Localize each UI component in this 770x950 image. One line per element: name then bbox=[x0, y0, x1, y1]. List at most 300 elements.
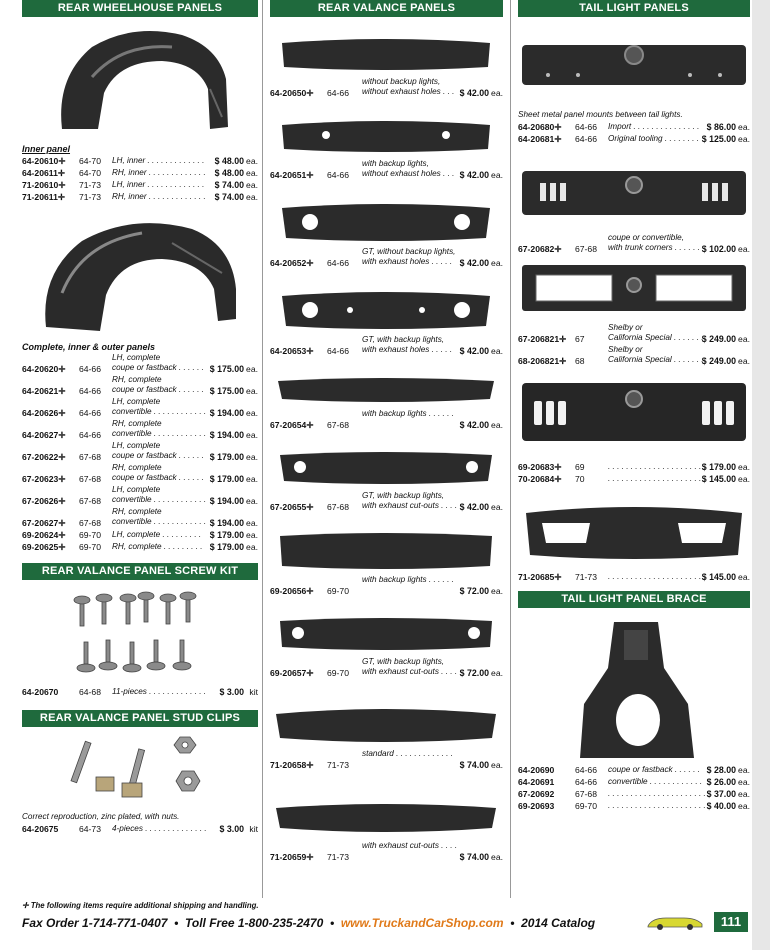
shipping-footnote: ✛ The following items require additional shipping and handling. bbox=[22, 901, 259, 910]
price: $ 125.00 bbox=[701, 134, 736, 144]
unit: ea. bbox=[491, 420, 503, 430]
valance-panel-image bbox=[270, 181, 503, 247]
description-line-1: LH, complete bbox=[112, 441, 161, 450]
model-years: 64-66 bbox=[327, 170, 349, 180]
table-row bbox=[22, 397, 258, 419]
model-years: 64-66 bbox=[327, 88, 349, 98]
price: $ 42.00 bbox=[459, 346, 489, 356]
unit: ea. bbox=[738, 244, 750, 254]
description-line-2: with trunk corners . . . . . . bbox=[608, 243, 700, 252]
description-line-1: Shelby or bbox=[608, 345, 643, 354]
description-line-2: with exhaust cut-outs . . . . bbox=[362, 501, 458, 510]
part-number: 64-20675 bbox=[22, 824, 59, 834]
description bbox=[112, 485, 206, 505]
model-years: 67-68 bbox=[575, 244, 597, 254]
table-row bbox=[518, 473, 750, 485]
table-row bbox=[22, 541, 258, 553]
unit: ea. bbox=[491, 586, 503, 596]
part-number: 67-20622✛ bbox=[22, 452, 66, 462]
description bbox=[362, 77, 454, 97]
model-years: 64-66 bbox=[79, 430, 101, 440]
model-years: 68 bbox=[575, 356, 585, 366]
unit: ea. bbox=[246, 474, 258, 484]
description bbox=[362, 657, 457, 677]
model-years: 67 bbox=[575, 334, 585, 344]
unit: ea. bbox=[738, 134, 750, 144]
description: RH, inner . . . . . . . . . . . . . bbox=[112, 168, 206, 177]
complete-panel-label: Complete, inner & outer panels bbox=[22, 342, 156, 352]
unit: ea. bbox=[491, 346, 503, 356]
table-row bbox=[270, 575, 503, 597]
part-number: 69-20656✛ bbox=[270, 586, 314, 596]
model-years: 67-68 bbox=[79, 474, 101, 484]
unit: ea. bbox=[246, 542, 258, 552]
table-row bbox=[518, 133, 750, 145]
part-number: 69-20693 bbox=[518, 801, 555, 811]
description-line-1: GT, without backup lights, bbox=[362, 247, 456, 256]
price: $ 42.00 bbox=[459, 258, 489, 268]
part-number: 67-20682✛ bbox=[518, 244, 562, 254]
description-line-1: LH, complete bbox=[112, 397, 161, 406]
fax-order: Fax Order 1-714-771-0407 bbox=[22, 916, 168, 930]
price: $ 74.00 bbox=[214, 180, 244, 190]
column-divider bbox=[510, 0, 511, 898]
valance-panel-image bbox=[270, 597, 503, 657]
description bbox=[112, 353, 204, 373]
description-line-2: standard . . . . . . . . . . . . . bbox=[362, 749, 454, 758]
unit: ea. bbox=[246, 408, 258, 418]
unit: ea. bbox=[491, 170, 503, 180]
unit: ea. bbox=[738, 122, 750, 132]
model-years: 64-66 bbox=[575, 122, 597, 132]
part-number: 67-20626✛ bbox=[22, 496, 66, 506]
part-number: 64-20626✛ bbox=[22, 408, 66, 418]
table-row bbox=[22, 463, 258, 485]
description-line-2: without exhaust holes . . . bbox=[362, 87, 455, 96]
part-number: 64-20611✛ bbox=[22, 168, 66, 178]
part-number: 64-20610✛ bbox=[22, 156, 66, 166]
part-number: 69-20657✛ bbox=[270, 668, 314, 678]
description bbox=[362, 575, 454, 585]
description-line-2: with exhaust cut-outs . . . . bbox=[362, 841, 458, 850]
tail-panel-list-71 bbox=[518, 571, 750, 583]
description bbox=[608, 323, 704, 343]
tail-panel-list-64 bbox=[518, 121, 750, 145]
table-row bbox=[270, 657, 503, 679]
price: $ 74.00 bbox=[214, 192, 244, 202]
description-line-2: with exhaust holes . . . . . bbox=[362, 257, 453, 266]
section-header-brace: TAIL LIGHT PANEL BRACE bbox=[518, 591, 750, 608]
unit: ea. bbox=[738, 777, 750, 787]
unit: ea. bbox=[246, 192, 258, 202]
description-line-2: with exhaust cut-outs . . . . bbox=[362, 667, 458, 676]
unit: ea. bbox=[246, 530, 258, 540]
model-years: 69-70 bbox=[79, 530, 101, 540]
valance-panel-image bbox=[270, 431, 503, 491]
valance-panel-image bbox=[270, 17, 503, 77]
description: coupe or fastback . . . . . . bbox=[608, 765, 700, 774]
unit: ea. bbox=[491, 760, 503, 770]
part-number: 67-20623✛ bbox=[22, 474, 66, 484]
part-number: 71-20658✛ bbox=[270, 760, 314, 770]
price: $ 42.00 bbox=[459, 502, 489, 512]
unit: ea. bbox=[246, 364, 258, 374]
part-number: 67-20627✛ bbox=[22, 518, 66, 528]
description-line-1: coupe or convertible, bbox=[608, 233, 685, 242]
table-row bbox=[518, 764, 750, 776]
part-number: 67-20655✛ bbox=[270, 502, 314, 512]
price: $ 179.00 bbox=[209, 452, 244, 462]
price: $ 3.00 bbox=[219, 824, 244, 834]
table-row bbox=[518, 233, 750, 255]
model-years: 69-70 bbox=[327, 668, 349, 678]
description bbox=[362, 335, 452, 355]
description: LH, inner . . . . . . . . . . . . . bbox=[112, 156, 205, 165]
description: . . . . . . . . . . . . . . . . . . . . . . bbox=[608, 801, 706, 810]
description: Import . . . . . . . . . . . . . . . bbox=[608, 122, 700, 131]
valance-panel-image bbox=[270, 269, 503, 335]
description bbox=[362, 159, 454, 179]
section-header-valance: REAR VALANCE PANELS bbox=[270, 0, 503, 17]
table-row bbox=[22, 485, 258, 507]
table-row bbox=[22, 529, 258, 541]
description-line-1: GT, with backup lights, bbox=[362, 335, 445, 344]
unit: ea. bbox=[491, 258, 503, 268]
part-number: 71-20659✛ bbox=[270, 852, 314, 862]
description-line-1: RH, complete bbox=[112, 463, 162, 472]
price: $ 42.00 bbox=[459, 88, 489, 98]
part-number: 64-20620✛ bbox=[22, 364, 66, 374]
price: $ 179.00 bbox=[209, 530, 244, 540]
part-number: 71-20685✛ bbox=[518, 572, 562, 582]
description-line-2: California Special . . . . . . . bbox=[608, 333, 704, 342]
model-years: 64-66 bbox=[79, 408, 101, 418]
table-row bbox=[518, 121, 750, 133]
model-years: 64-66 bbox=[79, 364, 101, 374]
description: RH, inner . . . . . . . . . . . . . bbox=[112, 192, 206, 201]
table-row bbox=[22, 686, 258, 698]
model-years: 64-66 bbox=[575, 134, 597, 144]
part-number: 64-20691 bbox=[518, 777, 555, 787]
description-line-2: coupe or fastback . . . . . . bbox=[112, 363, 204, 372]
model-years: 64-66 bbox=[79, 386, 101, 396]
description: . . . . . . . . . . . . . . . . . . . . . . bbox=[608, 789, 706, 798]
table-row bbox=[22, 191, 258, 203]
table-row bbox=[270, 491, 503, 513]
stud-clips-image bbox=[22, 727, 258, 811]
unit: ea. bbox=[491, 852, 503, 862]
table-row bbox=[518, 323, 750, 345]
tail-panel-list-69 bbox=[518, 461, 750, 485]
description-line-1: Shelby or bbox=[608, 323, 643, 332]
description: . . . . . . . . . . . . . . . . . . . . . . bbox=[608, 474, 706, 483]
price: $ 175.00 bbox=[209, 364, 244, 374]
tail-brace-list bbox=[518, 764, 750, 812]
table-row bbox=[22, 353, 258, 375]
description-line-2: with backup lights . . . . . . bbox=[362, 575, 454, 584]
description-line-1: GT, with backup lights, bbox=[362, 657, 445, 666]
description bbox=[112, 507, 206, 527]
table-row bbox=[270, 335, 503, 357]
tail-panel-shelby-image bbox=[518, 255, 750, 323]
valance-panel-image bbox=[270, 99, 503, 159]
price: $ 179.00 bbox=[209, 542, 244, 552]
description-line-1: with backup lights, bbox=[362, 159, 429, 168]
inner-panel-list bbox=[22, 155, 258, 203]
unit: ea. bbox=[738, 789, 750, 799]
part-number: 64-20627✛ bbox=[22, 430, 66, 440]
description: convertible . . . . . . . . . . . . bbox=[608, 777, 703, 786]
description bbox=[608, 345, 704, 365]
price: $ 179.00 bbox=[209, 474, 244, 484]
model-years: 64-70 bbox=[79, 168, 101, 178]
price: $ 74.00 bbox=[459, 760, 489, 770]
price: $ 175.00 bbox=[209, 386, 244, 396]
table-row bbox=[22, 375, 258, 397]
model-years: 67-68 bbox=[79, 452, 101, 462]
table-row bbox=[22, 441, 258, 463]
part-number: 64-20652✛ bbox=[270, 258, 314, 268]
description bbox=[112, 397, 206, 417]
part-number: 64-20621✛ bbox=[22, 386, 66, 396]
table-row bbox=[22, 179, 258, 191]
table-row bbox=[270, 159, 503, 181]
description: 11-pieces . . . . . . . . . . . . . bbox=[112, 687, 207, 696]
description: . . . . . . . . . . . . . . . . . . . . . . bbox=[608, 572, 706, 581]
unit: ea. bbox=[738, 462, 750, 472]
unit: ea. bbox=[246, 156, 258, 166]
description bbox=[112, 441, 204, 461]
price: $ 28.00 bbox=[706, 765, 736, 775]
description bbox=[608, 233, 700, 253]
part-number: 64-20681✛ bbox=[518, 134, 562, 144]
price: $ 48.00 bbox=[214, 156, 244, 166]
description-line-2: coupe or fastback . . . . . . bbox=[112, 451, 204, 460]
unit: ea. bbox=[738, 801, 750, 811]
model-years: 64-73 bbox=[79, 824, 101, 834]
unit: ea. bbox=[246, 386, 258, 396]
unit: ea. bbox=[246, 430, 258, 440]
part-number: 71-20611✛ bbox=[22, 192, 66, 202]
part-number: 69-20625✛ bbox=[22, 542, 66, 552]
price: $ 72.00 bbox=[459, 586, 489, 596]
tail-panel-note: Sheet metal panel mounts between tail lights. bbox=[518, 110, 683, 119]
complete-panel-list bbox=[22, 353, 258, 529]
description bbox=[112, 375, 204, 395]
description bbox=[112, 463, 204, 483]
description: LH, complete . . . . . . . . . bbox=[112, 530, 202, 539]
table-row bbox=[22, 155, 258, 167]
description bbox=[112, 419, 206, 439]
description: . . . . . . . . . . . . . . . . . . . . . . bbox=[608, 462, 706, 471]
price: $ 194.00 bbox=[209, 518, 244, 528]
table-row bbox=[518, 800, 750, 812]
screw-kit-image bbox=[22, 580, 258, 686]
model-years: 69-70 bbox=[79, 542, 101, 552]
unit: ea. bbox=[738, 474, 750, 484]
price: $ 194.00 bbox=[209, 430, 244, 440]
catalog-year: 2014 Catalog bbox=[521, 916, 596, 930]
car-logo-icon bbox=[644, 912, 706, 932]
column-middle bbox=[270, 0, 503, 863]
model-years: 69 bbox=[575, 462, 585, 472]
price: $ 42.00 bbox=[459, 420, 489, 430]
unit: ea. bbox=[738, 356, 750, 366]
unit: ea. bbox=[491, 88, 503, 98]
description-line-2: convertible . . . . . . . . . . . . bbox=[112, 495, 207, 504]
description-line-1: RH, complete bbox=[112, 375, 162, 384]
description-line-2: convertible . . . . . . . . . . . . bbox=[112, 407, 207, 416]
part-number: 68-206821✛ bbox=[518, 356, 567, 366]
model-years: 64-66 bbox=[575, 765, 597, 775]
part-number: 69-20683✛ bbox=[518, 462, 562, 472]
column-divider bbox=[262, 0, 263, 898]
part-number: 67-20692 bbox=[518, 789, 555, 799]
description-line-1: LH, complete bbox=[112, 485, 161, 494]
model-years: 69-70 bbox=[327, 586, 349, 596]
model-years: 67-68 bbox=[575, 789, 597, 799]
page-number: 111 bbox=[714, 912, 748, 932]
valance-panel-list bbox=[270, 17, 503, 863]
price: $ 42.00 bbox=[459, 170, 489, 180]
description bbox=[362, 749, 453, 759]
part-number: 71-20610✛ bbox=[22, 180, 66, 190]
table-row bbox=[22, 167, 258, 179]
price: $ 48.00 bbox=[214, 168, 244, 178]
tail-panel-71-image bbox=[518, 485, 750, 571]
price: $ 179.00 bbox=[701, 462, 736, 472]
inner-wheelhouse-image bbox=[22, 17, 258, 143]
tail-panel-list-shelby bbox=[518, 323, 750, 367]
part-number: 70-20684✛ bbox=[518, 474, 562, 484]
valance-panel-image bbox=[270, 357, 503, 409]
tail-panel-67-image bbox=[518, 145, 750, 233]
description: RH, complete . . . . . . . . . bbox=[112, 542, 203, 551]
part-number: 64-20651✛ bbox=[270, 170, 314, 180]
column-right bbox=[518, 0, 750, 812]
table-row bbox=[270, 77, 503, 99]
valance-panel-image bbox=[270, 679, 503, 749]
unit: kit bbox=[249, 824, 258, 834]
price: $ 26.00 bbox=[706, 777, 736, 787]
section-header-stud-clips: REAR VALANCE PANEL STUD CLIPS bbox=[22, 710, 258, 727]
toll-free: Toll Free 1-800-235-2470 bbox=[184, 916, 324, 930]
description-line-2: coupe or fastback . . . . . . bbox=[112, 473, 204, 482]
stud-clips-note: Correct reproduction, zinc plated, with nuts. bbox=[22, 812, 180, 821]
description-line-1: RH, complete bbox=[112, 507, 162, 516]
screw-kit-list bbox=[22, 686, 258, 698]
price: $ 194.00 bbox=[209, 408, 244, 418]
model-years: 64-68 bbox=[79, 687, 101, 697]
part-number: 64-20690 bbox=[518, 765, 555, 775]
valance-panel-image bbox=[270, 771, 503, 841]
model-years: 67-68 bbox=[327, 420, 349, 430]
stud-clips-list bbox=[22, 823, 258, 835]
model-years: 64-70 bbox=[79, 156, 101, 166]
description bbox=[362, 247, 455, 267]
part-number: 64-20650✛ bbox=[270, 88, 314, 98]
table-row bbox=[22, 507, 258, 529]
part-number: 64-20670 bbox=[22, 687, 59, 697]
column-left bbox=[22, 0, 258, 835]
table-row bbox=[270, 749, 503, 771]
complete-wheelhouse-image bbox=[22, 203, 258, 341]
complete-panel-list-69 bbox=[22, 529, 258, 553]
tail-brace-image bbox=[518, 608, 750, 764]
model-years: 71-73 bbox=[79, 180, 101, 190]
table-row bbox=[518, 788, 750, 800]
table-row bbox=[22, 419, 258, 441]
website-link[interactable]: www.TruckandCarShop.com bbox=[340, 916, 504, 930]
inner-panel-label: Inner panel bbox=[22, 144, 71, 154]
price: $ 40.00 bbox=[706, 801, 736, 811]
table-row bbox=[270, 247, 503, 269]
unit: ea. bbox=[738, 765, 750, 775]
unit: ea. bbox=[491, 668, 503, 678]
description-line-1: LH, complete bbox=[112, 353, 161, 362]
table-row bbox=[518, 571, 750, 583]
section-header-screw-kit: REAR VALANCE PANEL SCREW KIT bbox=[22, 563, 258, 580]
model-years: 69-70 bbox=[575, 801, 597, 811]
model-years: 70 bbox=[575, 474, 585, 484]
description-line-2: coupe or fastback . . . . . . bbox=[112, 385, 204, 394]
price: $ 74.00 bbox=[459, 852, 489, 862]
price: $ 102.00 bbox=[701, 244, 736, 254]
footer-separator: • bbox=[329, 916, 335, 930]
model-years: 71-73 bbox=[575, 572, 597, 582]
unit: ea. bbox=[246, 452, 258, 462]
description bbox=[362, 491, 457, 511]
table-row bbox=[270, 841, 503, 863]
price: $ 145.00 bbox=[701, 572, 736, 582]
unit: kit bbox=[249, 687, 258, 697]
model-years: 64-66 bbox=[327, 258, 349, 268]
model-years: 67-68 bbox=[327, 502, 349, 512]
section-header-wheelhouse: REAR WHEELHOUSE PANELS bbox=[22, 0, 258, 17]
page-edge bbox=[752, 0, 770, 950]
model-years: 64-66 bbox=[327, 346, 349, 356]
unit: ea. bbox=[246, 496, 258, 506]
table-row bbox=[518, 345, 750, 367]
unit: ea. bbox=[246, 180, 258, 190]
part-number: 67-206821✛ bbox=[518, 334, 567, 344]
footer-separator: • bbox=[510, 916, 515, 930]
footer-separator: • bbox=[174, 916, 179, 930]
unit: ea. bbox=[246, 168, 258, 178]
table-row bbox=[518, 461, 750, 473]
part-number: 69-20624✛ bbox=[22, 530, 66, 540]
unit: ea. bbox=[738, 572, 750, 582]
table-row bbox=[518, 776, 750, 788]
description: 4-pieces . . . . . . . . . . . . . . bbox=[112, 824, 207, 833]
table-row bbox=[22, 823, 258, 835]
part-number: 64-20653✛ bbox=[270, 346, 314, 356]
price: $ 249.00 bbox=[701, 356, 736, 366]
model-years: 64-66 bbox=[575, 777, 597, 787]
description: Original tooling . . . . . . . . bbox=[608, 134, 700, 143]
model-years: 71-73 bbox=[327, 852, 349, 862]
part-number: 67-20654✛ bbox=[270, 420, 314, 430]
model-years: 67-68 bbox=[79, 518, 101, 528]
price: $ 72.00 bbox=[459, 668, 489, 678]
price: $ 37.00 bbox=[706, 789, 736, 799]
price: $ 86.00 bbox=[706, 122, 736, 132]
part-number: 64-20680✛ bbox=[518, 122, 562, 132]
description bbox=[362, 409, 454, 419]
tail-panel-64-image bbox=[518, 17, 750, 109]
description-line-2: convertible . . . . . . . . . . . . bbox=[112, 429, 207, 438]
table-row bbox=[270, 409, 503, 431]
